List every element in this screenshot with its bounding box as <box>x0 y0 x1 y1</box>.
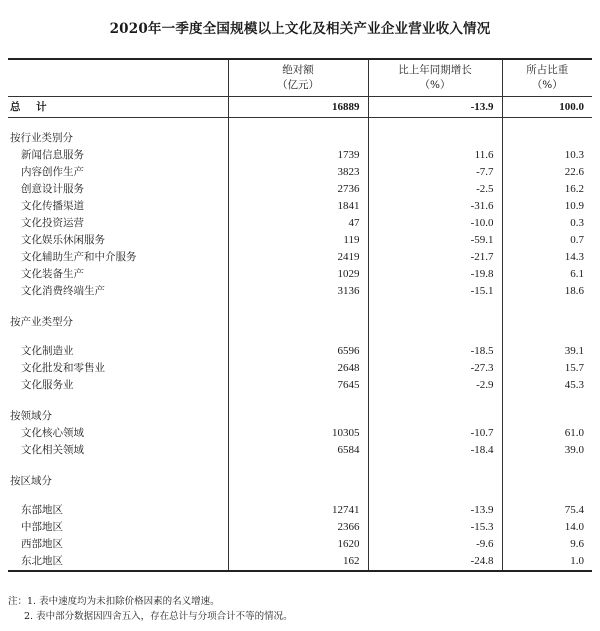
spacer-c3 <box>502 300 592 314</box>
spacer-c0 <box>8 459 228 473</box>
table-row <box>8 215 592 232</box>
spacer-c2 <box>368 300 502 314</box>
row-share: 10.3 <box>502 147 592 164</box>
group-empty-2 <box>368 408 502 425</box>
spacer-c1 <box>228 490 368 502</box>
spacer-c1 <box>228 331 368 343</box>
row-label: 文化投资运营 <box>21 217 84 229</box>
spacer-row <box>8 300 592 314</box>
row-label: 文化服务业 <box>21 379 74 391</box>
header-absolute: 绝对额 （亿元） <box>228 59 368 97</box>
row-absolute: 2736 <box>228 181 368 198</box>
spacer-c2 <box>368 394 502 408</box>
group-empty-2 <box>368 314 502 331</box>
spacer-row <box>8 118 592 131</box>
row-absolute: 47 <box>228 215 368 232</box>
row-label: 新闻信息服务 <box>21 149 84 161</box>
row-growth: -59.1 <box>368 232 502 249</box>
row-growth: -31.6 <box>368 198 502 215</box>
row-absolute: 10305 <box>228 425 368 442</box>
row-label: 文化传播渠道 <box>21 200 84 212</box>
row-growth: -18.5 <box>368 343 502 360</box>
table-row <box>8 181 592 198</box>
row-label: 创意设计服务 <box>21 183 84 195</box>
row-absolute: 2648 <box>228 360 368 377</box>
spacer-c0 <box>8 394 228 408</box>
row-growth: -19.8 <box>368 266 502 283</box>
row-absolute: 1620 <box>228 536 368 553</box>
group-empty-1 <box>228 473 368 490</box>
group-title: 按行业类别分 <box>10 132 73 144</box>
group-title: 按领域分 <box>10 410 52 422</box>
row-share: 39.0 <box>502 442 592 459</box>
spacer-row <box>8 394 592 408</box>
spacer-c2 <box>368 331 502 343</box>
table-row <box>8 266 592 283</box>
row-growth: -21.7 <box>368 249 502 266</box>
row-absolute: 2419 <box>228 249 368 266</box>
spacer-c2 <box>368 118 502 131</box>
spacer-row <box>8 459 592 473</box>
row-label: 西部地区 <box>21 538 63 550</box>
row-growth: -15.3 <box>368 519 502 536</box>
row-share: 16.2 <box>502 181 592 198</box>
spacer-c1 <box>228 300 368 314</box>
table-row <box>8 283 592 300</box>
total-label: 总 计 <box>8 97 228 118</box>
table-row <box>8 377 592 394</box>
total-row <box>8 97 592 118</box>
spacer-c3 <box>502 118 592 131</box>
table-row <box>8 343 592 360</box>
group-empty-2 <box>368 473 502 490</box>
revenue-table <box>8 58 592 572</box>
row-absolute: 119 <box>228 232 368 249</box>
row-absolute: 6584 <box>228 442 368 459</box>
group-header-row <box>8 130 592 147</box>
group-empty-2 <box>368 130 502 147</box>
row-absolute: 2366 <box>228 519 368 536</box>
row-growth: -27.3 <box>368 360 502 377</box>
row-share: 15.7 <box>502 360 592 377</box>
row-growth: -13.9 <box>368 502 502 519</box>
row-absolute: 12741 <box>228 502 368 519</box>
row-share: 6.1 <box>502 266 592 283</box>
table-header-row <box>8 59 592 97</box>
group-header-row <box>8 473 592 490</box>
group-empty-1 <box>228 130 368 147</box>
total-share: 100.0 <box>502 97 592 118</box>
total-absolute: 16889 <box>228 97 368 118</box>
row-growth: -10.7 <box>368 425 502 442</box>
row-label: 文化装备生产 <box>21 268 84 280</box>
spacer-c1 <box>228 118 368 131</box>
row-share: 1.0 <box>502 553 592 571</box>
row-label: 中部地区 <box>21 521 63 533</box>
spacer-c2 <box>368 459 502 473</box>
group-empty-3 <box>502 408 592 425</box>
note-2: 2. 表中部分数据因四舍五入，存在总计与分项合计不等的情况。 <box>24 611 293 622</box>
row-growth: -2.5 <box>368 181 502 198</box>
spacer-c3 <box>502 459 592 473</box>
table-row <box>8 553 592 571</box>
spacer-c1 <box>228 459 368 473</box>
row-label: 文化相关领域 <box>21 444 84 456</box>
row-share: 18.6 <box>502 283 592 300</box>
row-share: 45.3 <box>502 377 592 394</box>
row-label: 文化制造业 <box>21 345 74 357</box>
row-share: 10.9 <box>502 198 592 215</box>
table-row <box>8 249 592 266</box>
table-row <box>8 360 592 377</box>
header-label-cell <box>8 59 228 97</box>
group-empty-1 <box>228 314 368 331</box>
row-label: 文化批发和零售业 <box>21 362 105 374</box>
row-label: 内容创作生产 <box>21 166 84 178</box>
table-row <box>8 198 592 215</box>
table-row <box>8 442 592 459</box>
spacer-c0 <box>8 300 228 314</box>
row-growth: 11.6 <box>368 147 502 164</box>
note-1: 注：1. 表中速度均为未扣除价格因素的名义增速。 <box>8 596 220 607</box>
row-absolute: 162 <box>228 553 368 571</box>
row-share: 9.6 <box>502 536 592 553</box>
table-row <box>8 519 592 536</box>
total-growth: -13.9 <box>368 97 502 118</box>
group-header-row <box>8 408 592 425</box>
row-share: 39.1 <box>502 343 592 360</box>
table-row <box>8 425 592 442</box>
row-label: 东部地区 <box>21 504 63 516</box>
row-share: 14.0 <box>502 519 592 536</box>
spacer-c0 <box>8 331 228 343</box>
row-growth: -7.7 <box>368 164 502 181</box>
spacer-c1 <box>228 394 368 408</box>
spacer-row <box>8 490 592 502</box>
row-absolute: 1739 <box>228 147 368 164</box>
row-share: 0.7 <box>502 232 592 249</box>
row-growth: -9.6 <box>368 536 502 553</box>
spacer-c0 <box>8 490 228 502</box>
row-growth: -18.4 <box>368 442 502 459</box>
row-absolute: 1841 <box>228 198 368 215</box>
group-title: 按产业类型分 <box>10 316 73 328</box>
spacer-c0 <box>8 118 228 131</box>
spacer-c3 <box>502 394 592 408</box>
row-share: 75.4 <box>502 502 592 519</box>
row-absolute: 6596 <box>228 343 368 360</box>
row-label: 东北地区 <box>8 553 228 571</box>
table-row <box>8 502 592 519</box>
header-growth: 比上年同期增长 （%） <box>368 59 502 97</box>
row-share: 22.6 <box>502 164 592 181</box>
header-share: 所占比重 （%） <box>502 59 592 97</box>
row-share: 61.0 <box>502 425 592 442</box>
row-absolute: 1029 <box>228 266 368 283</box>
spacer-row <box>8 331 592 343</box>
row-label: 文化辅助生产和中介服务 <box>21 251 137 263</box>
row-label: 文化核心领域 <box>21 427 84 439</box>
group-header-row <box>8 314 592 331</box>
row-absolute: 3823 <box>228 164 368 181</box>
row-share: 14.3 <box>502 249 592 266</box>
group-empty-1 <box>228 408 368 425</box>
footnotes <box>8 594 293 624</box>
table-row <box>8 164 592 181</box>
row-label: 文化消费终端生产 <box>21 285 105 297</box>
row-growth: -24.8 <box>368 553 502 571</box>
table-row <box>8 147 592 164</box>
row-absolute: 7645 <box>228 377 368 394</box>
group-title: 按区域分 <box>10 475 52 487</box>
group-empty-3 <box>502 314 592 331</box>
table-row <box>8 536 592 553</box>
group-empty-3 <box>502 130 592 147</box>
row-label: 文化娱乐休闲服务 <box>21 234 105 246</box>
row-growth: -15.1 <box>368 283 502 300</box>
row-absolute: 3136 <box>228 283 368 300</box>
page-title: 2020年一季度全国规模以上文化及相关产业企业营业收入情况 <box>109 21 491 37</box>
row-growth: -2.9 <box>368 377 502 394</box>
spacer-c3 <box>502 331 592 343</box>
row-share: 0.3 <box>502 215 592 232</box>
spacer-c3 <box>502 490 592 502</box>
group-empty-3 <box>502 473 592 490</box>
row-growth: -10.0 <box>368 215 502 232</box>
table-row <box>8 232 592 249</box>
spacer-c2 <box>368 490 502 502</box>
